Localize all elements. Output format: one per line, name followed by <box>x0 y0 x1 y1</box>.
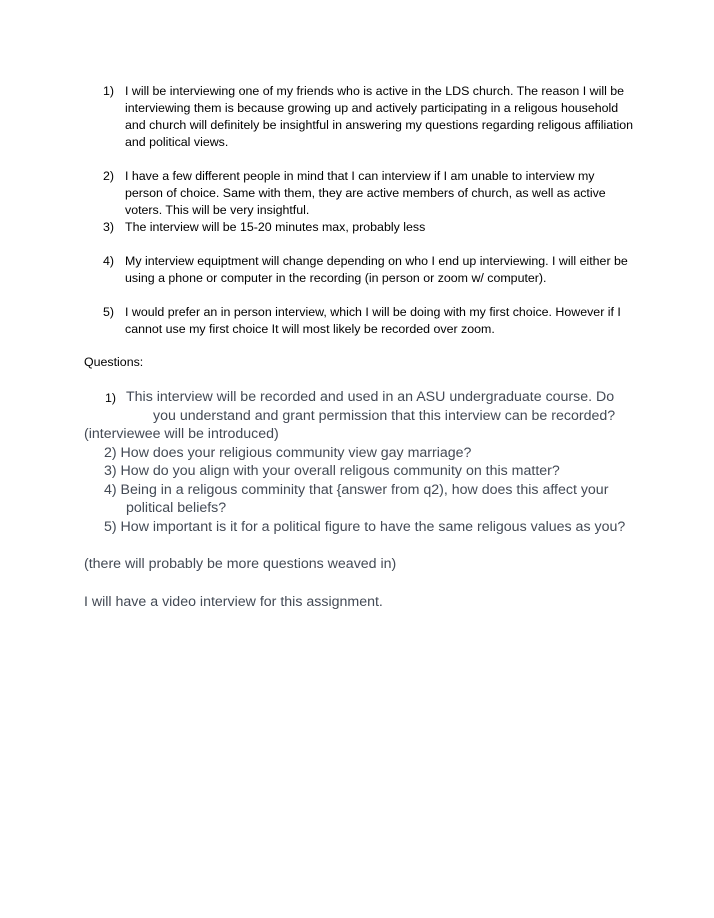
plan-item-number: 2) <box>103 169 115 183</box>
question-number: 1) <box>105 391 117 405</box>
interview-plan-list <box>0 83 714 338</box>
plan-item-text: I would prefer an in person interview, which I will be doing with my first choice. However if I cannot use my first choice It will most likely be recorded over zoom. <box>125 305 621 336</box>
question-1-line-1: This interview will be recorded and used in an ASU undergraduate course. Do <box>126 389 615 405</box>
plan-item-number: 1) <box>103 84 115 98</box>
plan-item-2 <box>0 168 635 219</box>
plan-item-text: I will be interviewing one of my friends who is active in the LDS church. The reason I will be interviewing them is because growing up and actively participating in a religous household and church will definitely be insightful in answering my questions regarding religous affiliation and political views. <box>125 84 634 149</box>
more-questions-note: (there will probably be more questions weaved in) <box>84 556 397 572</box>
question-3: 3) How do you align with your overall religous community on this matter? <box>104 463 560 479</box>
question-4-line-1: 4) Being in a religous comminity that {answer from q2), how does this affect your <box>104 481 609 498</box>
plan-item-number: 5) <box>103 305 115 319</box>
plan-item-1 <box>0 83 635 151</box>
intro-note: (interviewee will be introduced) <box>84 426 279 442</box>
plan-item-text: I have a few different people in mind that I can interview if I am unable to interview my person of choice. Same with them, they are active members of church, as well as active voters. This will be very insightful. <box>125 169 606 217</box>
questions-heading: Questions: <box>84 355 144 369</box>
plan-item-3 <box>0 219 635 236</box>
questions-list <box>0 388 714 536</box>
question-2: 2) How does your religious community view gay marriage? <box>104 444 472 461</box>
plan-item-5 <box>0 304 635 338</box>
question-1 <box>0 388 626 407</box>
plan-item-text: My interview equiptment will change depending on who I end up interviewing. I will either be using a phone or computer in the recording (in person or zoom w/ computer). <box>125 254 628 285</box>
question-4-line-2: political beliefs? <box>126 500 227 516</box>
plan-item-4 <box>0 253 635 287</box>
plan-item-number: 3) <box>103 220 115 234</box>
video-interview-note: I will have a video interview for this assignment. <box>84 594 383 610</box>
plan-item-number: 4) <box>103 254 115 268</box>
question-1-line-2: you understand and grant permission that this interview can be recorded? <box>153 407 616 424</box>
question-5: 5) How important is it for a political figure to have the same religous values as you? <box>104 518 626 535</box>
plan-item-text: The interview will be 15-20 minutes max, probably less <box>125 220 426 234</box>
